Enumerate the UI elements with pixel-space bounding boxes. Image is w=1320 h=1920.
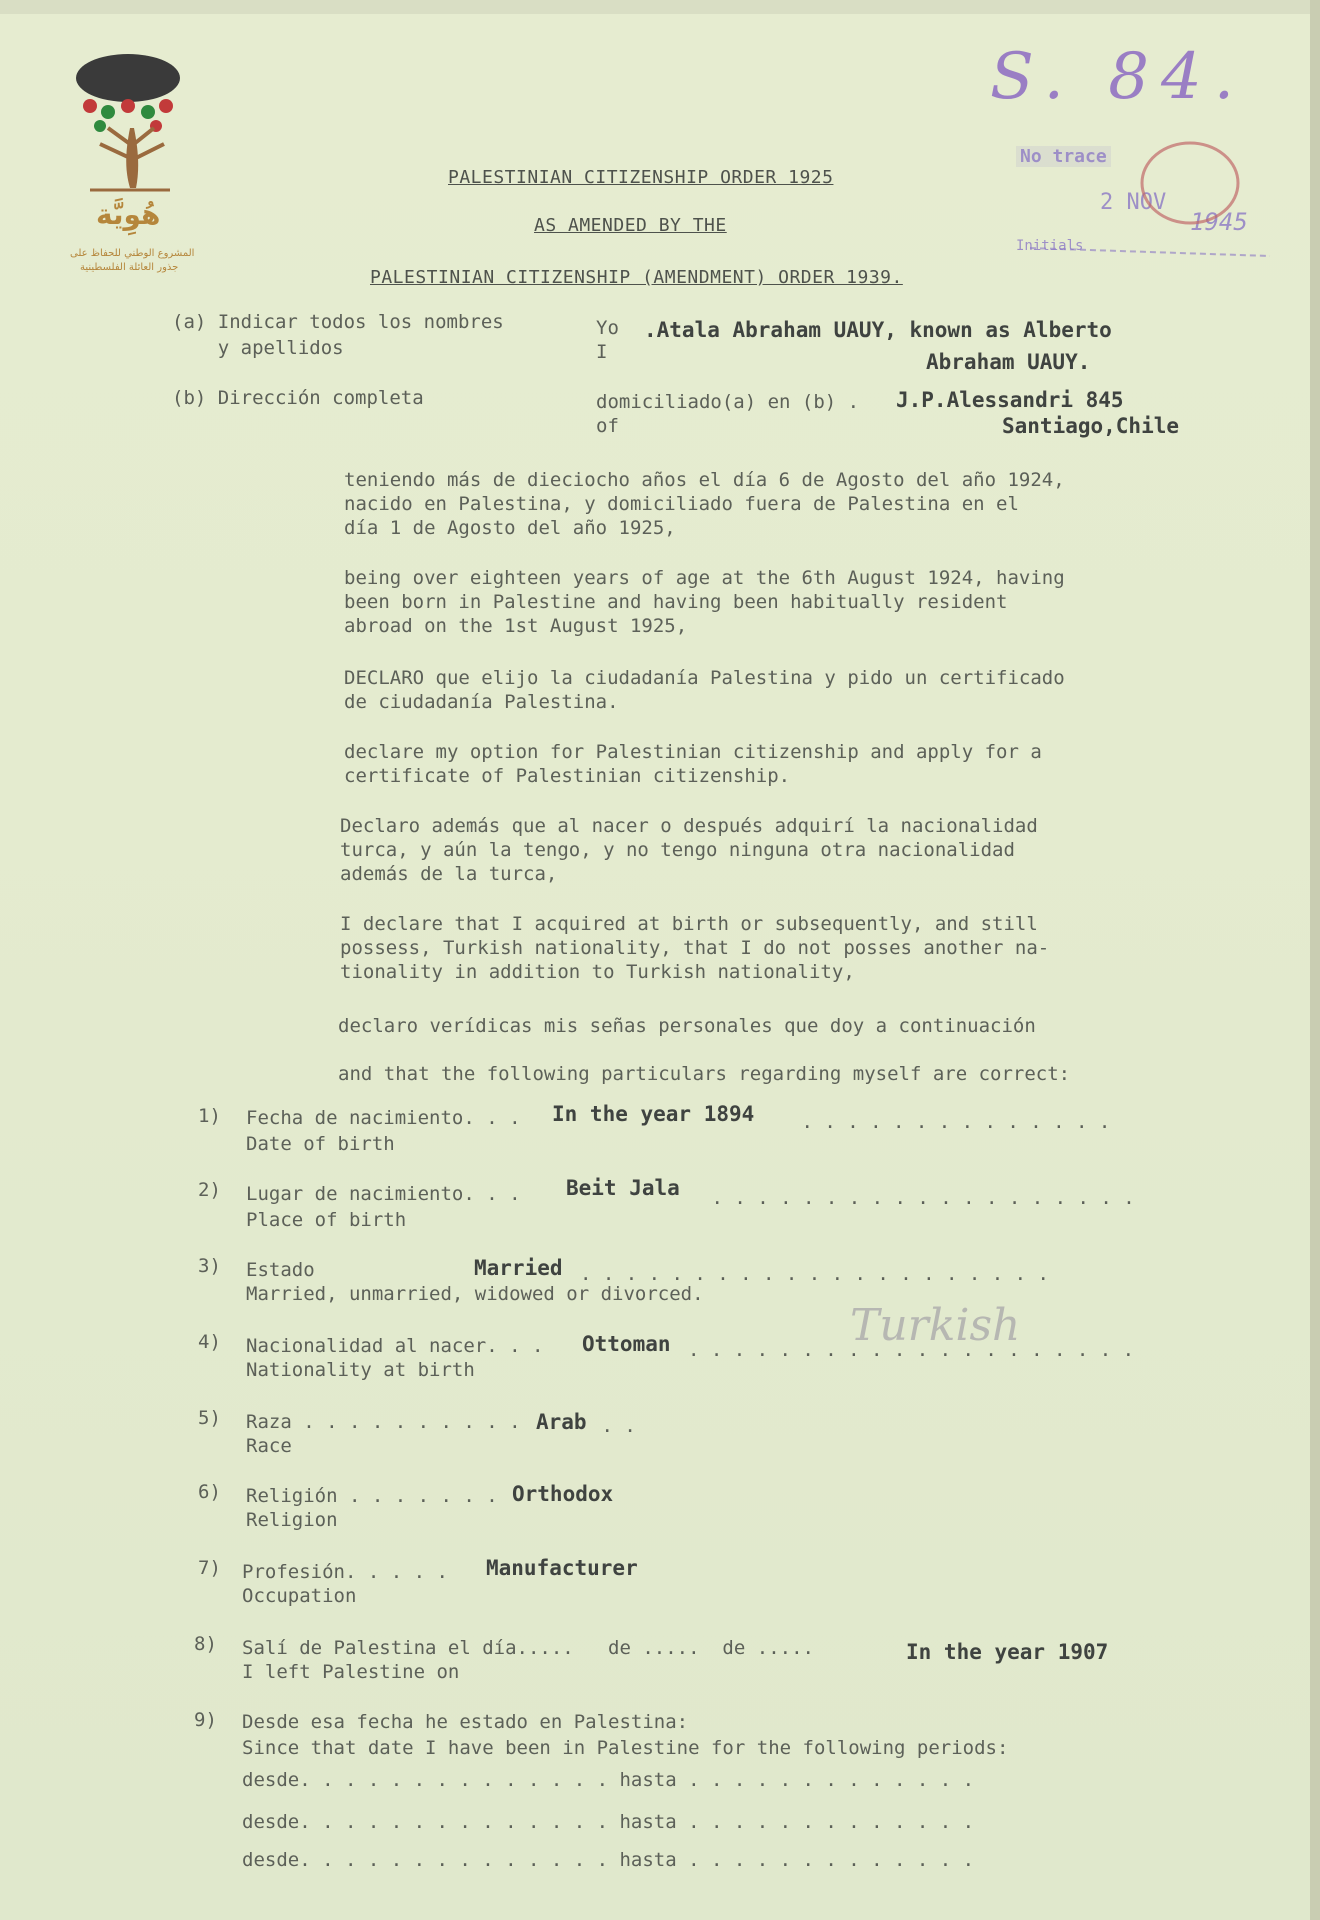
item-number: 9) [194, 1709, 217, 1731]
para-1-line2: nacido en Palestina, y domiciliado fuera de Palestina en el [344, 493, 1019, 515]
received-stamp [1010, 138, 1310, 268]
item-label-en: I left Palestine on [242, 1661, 460, 1683]
domiciliado-label: domiciliado(a) en (b) . [596, 391, 860, 413]
para-4-line2: certificate of Palestinian citizenship. [344, 765, 791, 787]
item-label-es: Nacionalidad al nacer. . . [246, 1335, 544, 1357]
item-label-en: Race [246, 1435, 292, 1457]
para-6-line3: tionality in addition to Turkish nationality, [340, 961, 855, 983]
address-value-2: Santiago,Chile [1002, 414, 1180, 438]
header-line2: AS AMENDED BY THE [534, 215, 727, 236]
period-row-2: desde. . . . . . . . . . . . . . hasta . . . . . . . . . . . . . [242, 1811, 975, 1833]
item-dots: . . . . . . . . . . . . . . . . . . . . . [580, 1263, 1049, 1285]
period-row-1: desde. . . . . . . . . . . . . . hasta . . . . . . . . . . . . . [242, 1769, 975, 1791]
item-number: 1) [198, 1105, 221, 1127]
item-label-es: Profesión. . . . . [242, 1561, 448, 1583]
para-7: declaro verídicas mis señas personales que doy a continuación [338, 1015, 1036, 1037]
name-value-1: .Atala Abraham UAUY, known as Alberto [644, 318, 1112, 342]
family-tree-icon [60, 48, 200, 198]
para-5-line2: turca, y aún la tengo, y no tengo ninguna otra nacionalidad [340, 839, 1015, 861]
para-5-line1: Declaro además que al nacer o después adquirí la nacionalidad [340, 815, 1038, 837]
item-value: Orthodox [512, 1482, 614, 1506]
item-number: 3) [198, 1255, 221, 1277]
item-label-en: Since that date I have been in Palestine for the following periods: [242, 1737, 1009, 1759]
item-label-es: Religión . . . . . . . [246, 1485, 498, 1507]
logo-title: هُوِيَّة [96, 198, 161, 231]
field-b-label: (b) Dirección completa [172, 387, 424, 409]
item-label-es: Lugar de nacimiento. . . [246, 1183, 521, 1205]
field-a-label-1: (a) Indicar todos los nombres [172, 311, 504, 333]
para-3-line1: DECLARO que elijo la ciudadanía Palestina y pido un certificado [344, 667, 1065, 689]
para-6-line1: I declare that I acquired at birth or subsequently, and still [340, 913, 1038, 935]
item-dots: . . . . . . . . . . . . . . . . . . . [700, 1187, 1135, 1209]
item-label-en: Religion [246, 1509, 338, 1531]
stamp-line1: No trace [1016, 146, 1111, 167]
item-value: Manufacturer [486, 1556, 638, 1580]
item-label-en: Date of birth [246, 1133, 395, 1155]
header-line3: PALESTINIAN CITIZENSHIP (AMENDMENT) ORDER 1939. [370, 267, 903, 288]
item-label-en: Nationality at birth [246, 1359, 475, 1381]
of-label: of [596, 415, 619, 437]
item-label-es: Raza . . . . . . . . . . [246, 1411, 521, 1433]
field-a-label-2: y apellidos [172, 337, 344, 359]
period-row-3: desde. . . . . . . . . . . . . . hasta . . . . . . . . . . . . . [242, 1849, 975, 1871]
item-label-en: Married, unmarried, widowed or divorced. [246, 1283, 704, 1305]
item-dots: . . . . . . . . . . . . . . . . . . . . [688, 1339, 1135, 1361]
item-number: 4) [198, 1331, 221, 1353]
logo-subtitle-1: المشروع الوطني للحفاظ على [70, 248, 195, 259]
item-number: 2) [198, 1179, 221, 1201]
header-line1: PALESTINIAN CITIZENSHIP ORDER 1925 [448, 167, 834, 188]
name-value-2: Abraham UAUY. [926, 350, 1091, 374]
para-4-line1: declare my option for Palestinian citizenship and apply for a [344, 741, 1042, 763]
item-label-en: Place of birth [246, 1209, 407, 1231]
item-number: 8) [194, 1633, 217, 1655]
para-2-line2: been born in Palestine and having been habitually resident [344, 591, 1008, 613]
para-5-line3: además de la turca, [340, 863, 558, 885]
item-value: In the year 1907 [906, 1640, 1109, 1664]
para-6-line2: possess, Turkish nationality, that I do not posses another na- [340, 937, 1050, 959]
logo-subtitle-2: جذور العائلة الفلسطينية [80, 262, 179, 273]
hawiya-logo [60, 48, 200, 278]
item-value: Arab [536, 1410, 587, 1434]
item-number: 6) [198, 1481, 221, 1503]
item-dots: . . [590, 1415, 636, 1437]
para-1-line1: teniendo más de dieciocho años el día 6 de Agosto del año 1924, [344, 469, 1065, 491]
yo-label: Yo [596, 317, 619, 339]
item-number: 7) [198, 1557, 221, 1579]
item-value: In the year 1894 [552, 1102, 755, 1126]
item-label-es: Estado [246, 1259, 315, 1281]
item-value: Beit Jala [566, 1176, 680, 1200]
item-dots: . . . . . . . . . . . . . . [790, 1111, 1111, 1133]
item-value: Ottoman [582, 1332, 671, 1356]
stamp-date: 2 NOV [1100, 190, 1167, 215]
i-label: I [596, 341, 608, 363]
para-3-line2: de ciudadanía Palestina. [344, 691, 619, 713]
para-1-line3: día 1 de Agosto del año 1925, [344, 517, 676, 539]
stamp-year: 1945 [1190, 208, 1248, 236]
item-label-es: Desde esa fecha he estado en Palestina: [242, 1711, 689, 1733]
item-value: Married [474, 1256, 563, 1280]
item-label-es: Salí de Palestina el día..... de ..... de ..... [242, 1637, 814, 1659]
para-2-line1: being over eighteen years of age at the 6th August 1924, having [344, 567, 1065, 589]
para-8: and that the following particulars regarding myself are correct: [338, 1063, 1071, 1085]
address-value-1: J.P.Alessandri 845 [896, 388, 1124, 412]
item-label-es: Fecha de nacimiento. . . [246, 1107, 521, 1129]
item-label-en: Occupation [242, 1585, 357, 1607]
file-number: S. 84. [990, 40, 1247, 114]
item-number: 5) [198, 1407, 221, 1429]
margin-note-handwritten: Turkish [850, 1300, 1021, 1351]
stamp-initials: Initials [1016, 238, 1084, 254]
stamp-circle-icon [1010, 138, 1310, 268]
para-2-line3: abroad on the 1st August 1925, [344, 615, 688, 637]
